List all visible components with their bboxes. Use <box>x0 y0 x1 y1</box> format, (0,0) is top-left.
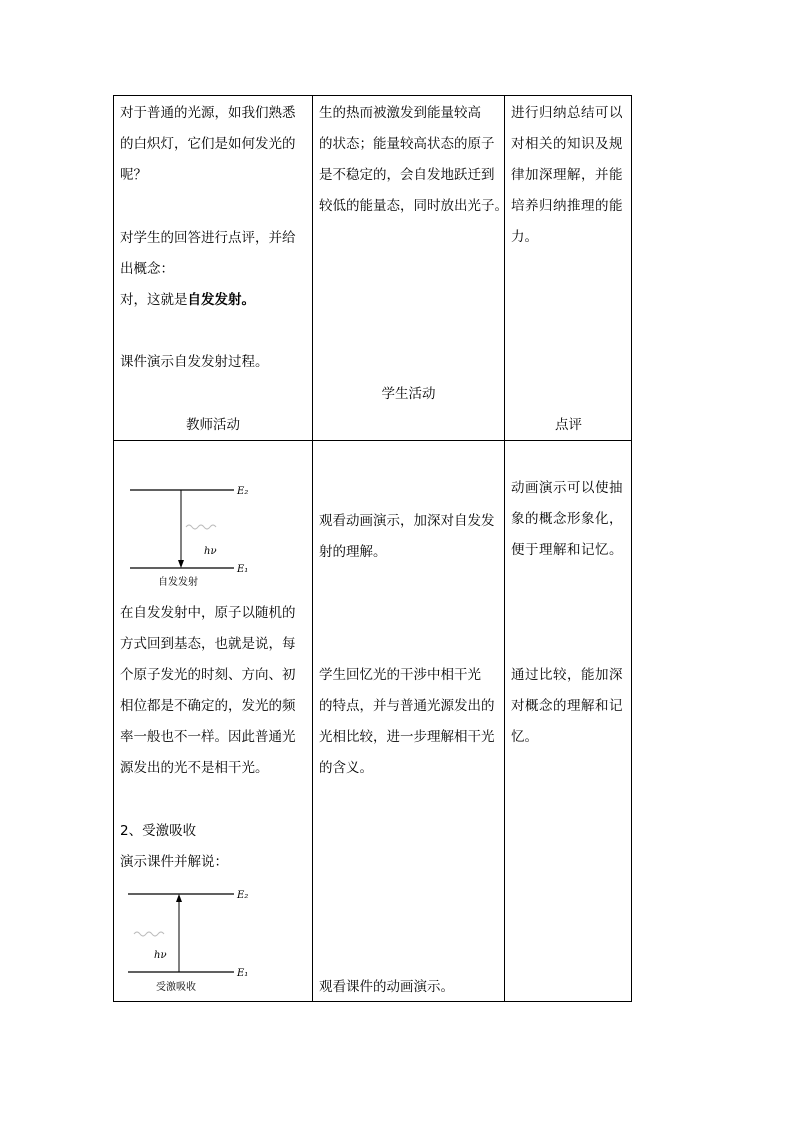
teacher-answer <box>120 285 255 316</box>
review-line: 动画演示可以使抽 <box>511 480 623 496</box>
teacher-question-line: 呢？ <box>120 167 147 183</box>
review-line: 培养归纳推理的能 <box>511 198 623 214</box>
section-intro: 演示课件并解说： <box>120 854 228 870</box>
answer-prefix: 对，这就是 <box>120 292 188 308</box>
row-divider <box>114 440 631 441</box>
lower-level-label: E₁ <box>237 968 249 979</box>
diagram-caption: 自发发射 <box>158 577 198 588</box>
review-line: 律加深理解，并能 <box>511 167 623 183</box>
column-divider <box>504 96 505 1001</box>
student-line: 的含义。 <box>319 760 373 776</box>
teacher-demo-line: 课件演示自发发射过程。 <box>120 354 269 370</box>
student-line: 学生回忆光的干涉中相干光 <box>319 667 481 683</box>
review-line: 对概念的理解和记 <box>511 698 623 714</box>
review-header: 点评 <box>555 417 582 433</box>
student-line: 观看动画演示，加深对自发发 <box>319 513 495 529</box>
review-line: 便于理解和记忆。 <box>511 542 623 558</box>
lesson-table <box>113 95 632 1002</box>
stimulated-absorption-diagram <box>124 882 304 994</box>
arrow-head <box>176 894 182 902</box>
teacher-explanation-line: 率一般也不一样。因此普通光 <box>120 729 296 745</box>
answer-term: 自发发射。 <box>187 292 255 308</box>
student-activity-header: 学生活动 <box>381 386 436 402</box>
review-line: 通过比较，能加深 <box>511 667 623 683</box>
section-title: 2、受激吸收 <box>120 823 197 839</box>
review-line: 对相关的知识及规 <box>511 136 623 152</box>
teacher-explanation-line: 在自发发射中，原子以随机的 <box>120 605 296 621</box>
photon-energy-label: hν <box>204 546 217 557</box>
column-divider <box>312 96 313 1001</box>
teacher-comment-line: 出概念： <box>120 261 174 277</box>
teacher-explanation-line: 方式回到基态，也就是说，每 <box>120 636 296 652</box>
photon-wave-icon <box>186 525 216 529</box>
arrow-head <box>178 560 184 568</box>
teacher-question-line: 的白炽灯，它们是如何发光的 <box>120 136 296 152</box>
teacher-question-line: 对于普通的光源，如我们熟悉 <box>120 105 296 121</box>
student-line: 光相比较，进一步理解相干光 <box>319 729 495 745</box>
student-line: 射的理解。 <box>319 544 387 560</box>
photon-wave-icon <box>134 932 164 936</box>
review-line: 象的概念形象化， <box>511 511 623 527</box>
student-line: 的特点，并与普通光源发出的 <box>319 698 495 714</box>
upper-level-label: E₂ <box>237 890 249 901</box>
teacher-explanation-line: 源发出的光不是相干光。 <box>120 760 269 776</box>
lower-level-label: E₁ <box>237 564 249 575</box>
teacher-activity-header: 教师活动 <box>186 417 240 433</box>
review-line: 力。 <box>511 229 538 245</box>
student-line: 观看课件的动画演示。 <box>319 979 454 995</box>
student-line: 的状态；能量较高状态的原子 <box>319 136 495 152</box>
review-line: 进行归纳总结可以 <box>511 105 623 121</box>
review-line: 忆。 <box>511 729 538 745</box>
teacher-explanation-line: 相位都是不确定的，发光的频 <box>120 698 296 714</box>
student-line: 生的热而被激发到能量较高 <box>319 105 481 121</box>
upper-level-label: E₂ <box>237 486 249 497</box>
teacher-comment-line: 对学生的回答进行点评，并给 <box>120 230 296 246</box>
student-line: 是不稳定的，会自发地跃迁到 <box>319 167 495 183</box>
spontaneous-emission-diagram <box>124 480 304 592</box>
photon-energy-label: hν <box>154 950 167 961</box>
teacher-explanation-line: 个原子发光的时刻、方向、初 <box>120 667 296 683</box>
diagram-caption: 受激吸收 <box>156 982 196 993</box>
student-line: 较低的能量态，同时放出光子。 <box>319 198 508 214</box>
